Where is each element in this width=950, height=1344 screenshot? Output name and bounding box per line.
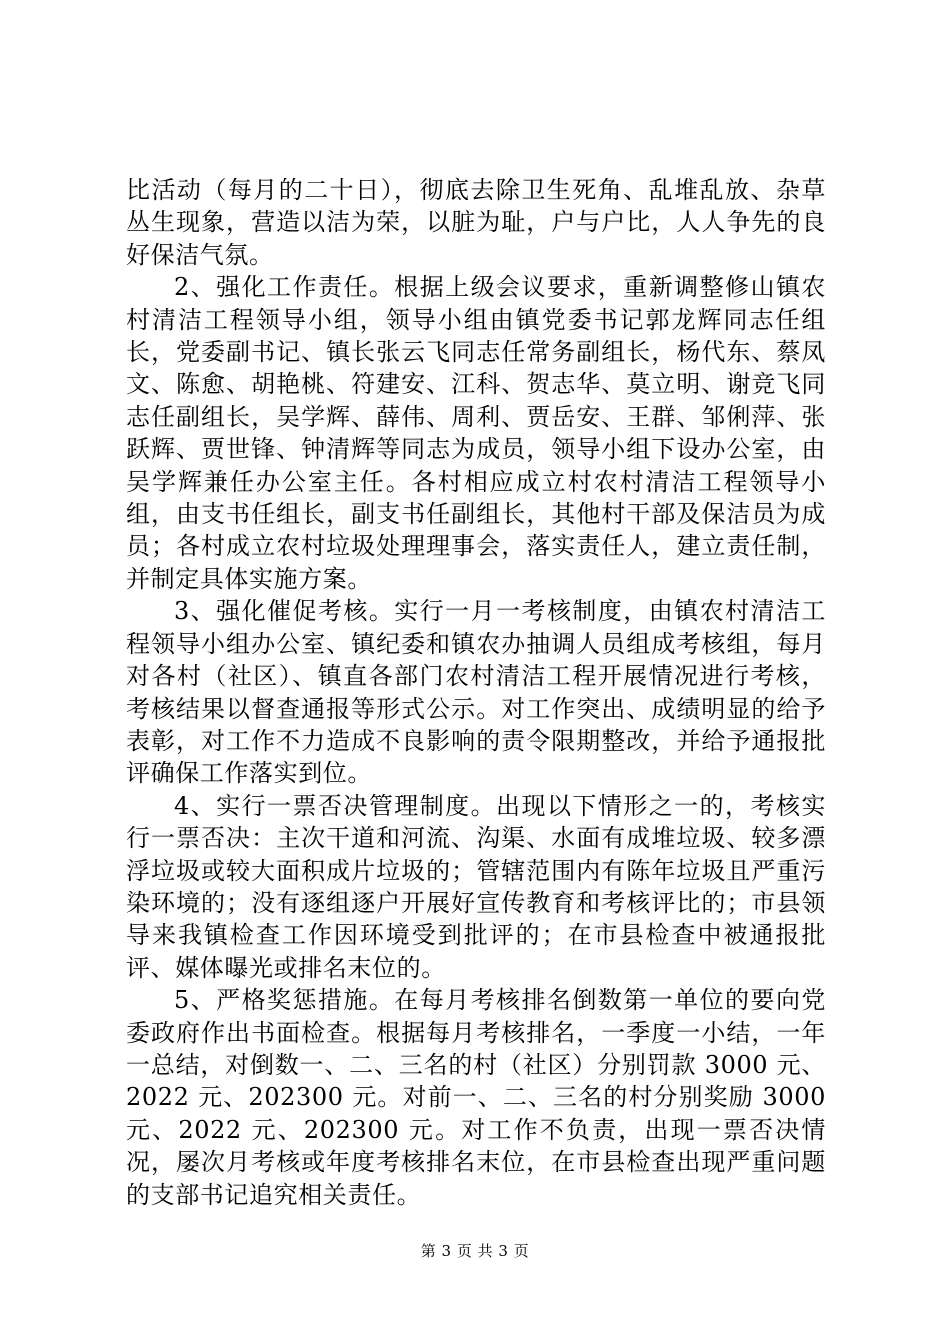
paragraph-continuation: 比活动（每月的二十日），彻底去除卫生死角、乱堆乱放、杂草丛生现象，营造以洁为荣，以脏为耻，户与户比，人人争先的良好保洁气氛。 [126, 176, 826, 269]
paragraph-work-responsibility: 2、强化工作责任。根据上级会议要求，重新调整修山镇农村清洁工程领导小组，领导小组由镇党委书记郭龙辉同志任组长，党委副书记、镇长张云飞同志任常务副组长，杨代东、蔡凤文、陈愈、胡艳桃、符建安、江科、贺志华、莫立明、谢竞飞同志任副组长，吴学辉、薛伟、周利、贾岳安、王群、邹俐萍、张跃辉、贾世锋、钟清辉等同志为成员，领导小组下设办公室，由吴学辉兼任办公室主任。各村相应成立村农村清洁工程领导小组，由支书任组长，副支书任副组长，其他村干部及保洁员为成员；各村成立农村垃圾处理理事会，落实责任人，建立责任制，并制定具体实施方案。 [126, 273, 826, 593]
paragraph-assessment: 3、强化催促考核。实行一月一考核制度，由镇农村清洁工程领导小组办公室、镇纪委和镇农办抽调人员组成考核组，每月对各村（社区）、镇直各部门农村清洁工程开展情况进行考核，考核结果以督查通报等形式公示。对工作突出、成绩明显的给予表彰，对工作不力造成不良影响的责令限期整改，并给予通报批评确保工作落实到位。 [126, 597, 826, 788]
paragraph-veto-system: 4、实行一票否决管理制度。出现以下情形之一的，考核实行一票否决：主次干道和河流、沟渠、水面有成堆垃圾、较多漂浮垃圾或较大面积成片垃圾的；管辖范围内有陈年垃圾且严重污染环境的；没有逐组逐户开展好宣传教育和考核评比的；市县领导来我镇检查工作因环境受到批评的；在市县检查中被通报批评、媒体曝光或排名末位的。 [126, 791, 826, 982]
paragraph-rewards-penalties: 5、严格奖惩措施。在每月考核排名倒数第一单位的要向党委政府作出书面检查。根据每月考核排名，一季度一小结，一年一总结，对倒数一、二、三名的村（社区）分别罚款 3000 元、2022 元、202300 元。对前一、二、三名的村分别奖励 3000 元、2022 元、202300 元。对工作不负责，出现一票否决情况，屡次月考核或年度考核排名末位，在市县检查出现严重问题的支部书记追究相关责任。 [126, 986, 826, 1209]
page-footer: 第 3 页 共 3 页 [420, 1242, 530, 1260]
document-body [126, 174, 826, 1211]
